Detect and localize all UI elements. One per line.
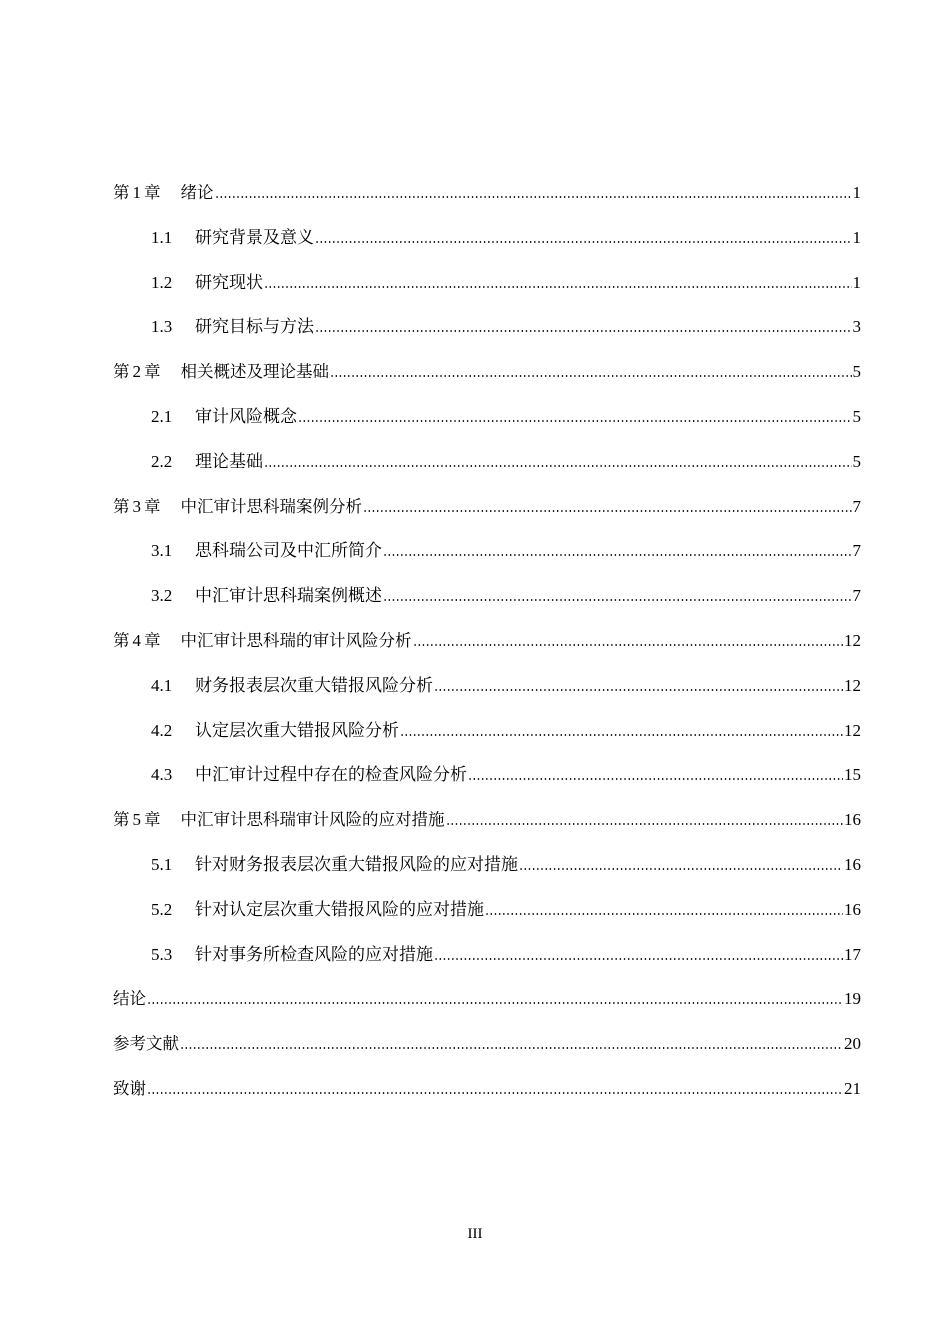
dot-leader <box>413 631 844 648</box>
dot-leader <box>383 586 852 603</box>
toc-page-number: 17 <box>844 944 861 964</box>
toc-chapter-number <box>113 619 161 664</box>
toc-entry-title: 理论基础 <box>195 451 263 471</box>
section-number: 2.1 <box>151 406 173 426</box>
toc-entry-title: 研究现状 <box>195 272 263 292</box>
toc-page-number: 16 <box>844 899 861 919</box>
chapter-suffix: 章 <box>144 496 161 516</box>
toc-entry-title: 财务报表层次重大错报风险分析 <box>195 675 433 695</box>
toc-section-entry[interactable] <box>113 440 861 485</box>
toc-chapter-number <box>113 798 161 843</box>
toc-entry-title: 结论 <box>113 989 146 1009</box>
toc-entry-title: 研究背景及意义 <box>195 227 314 247</box>
toc-page-number: 5 <box>852 451 861 471</box>
table-of-contents <box>113 171 861 1112</box>
section-number: 5.3 <box>151 944 173 964</box>
toc-entry-title: 绪论 <box>180 183 214 202</box>
toc-entry-title: 参考文献 <box>113 1034 179 1054</box>
section-number: 5.1 <box>151 854 173 874</box>
chapter-prefix: 第 <box>113 630 130 650</box>
chapter-number: 4 <box>132 630 141 650</box>
toc-section-entry[interactable] <box>113 709 861 754</box>
chapter-prefix: 第 <box>113 496 130 516</box>
toc-page-number: 12 <box>844 630 861 650</box>
dot-leader <box>485 900 843 917</box>
toc-section-entry[interactable] <box>113 843 861 888</box>
toc-entry-title: 中汇审计思科瑞案例分析 <box>180 496 362 516</box>
chapter-number: 2 <box>132 362 141 382</box>
toc-page-number: 5 <box>852 406 861 426</box>
chapter-suffix: 章 <box>144 183 161 202</box>
toc-entry-title: 思科瑞公司及中汇所简介 <box>195 541 382 561</box>
toc-entry-title: 中汇审计思科瑞的审计风险分析 <box>180 630 412 650</box>
toc-section-entry[interactable] <box>113 753 861 798</box>
section-number: 4.2 <box>151 720 173 740</box>
dot-leader <box>264 452 852 469</box>
toc-page-number: 12 <box>844 720 861 740</box>
dot-leader <box>315 317 852 334</box>
dot-leader <box>446 810 844 827</box>
toc-chapter-entry[interactable] <box>113 977 861 1022</box>
toc-chapter-entry[interactable] <box>113 1022 861 1067</box>
dot-leader <box>147 1079 843 1096</box>
toc-section-entry[interactable] <box>113 888 861 933</box>
toc-entry-title: 针对事务所检查风险的应对措施 <box>195 944 433 964</box>
toc-entry-title: 针对认定层次重大错报风险的应对措施 <box>195 899 484 919</box>
dot-leader <box>147 989 843 1006</box>
toc-page-number: 16 <box>844 810 861 830</box>
toc-chapter-entry[interactable] <box>113 798 861 843</box>
chapter-prefix: 第 <box>113 183 130 202</box>
dot-leader <box>434 676 843 693</box>
dot-leader <box>400 721 843 738</box>
toc-page-number: 16 <box>844 854 861 874</box>
chapter-suffix: 章 <box>144 810 161 830</box>
toc-page-number: 19 <box>844 989 861 1009</box>
toc-page-number: 21 <box>844 1078 861 1098</box>
toc-chapter-entry[interactable] <box>113 619 861 664</box>
chapter-suffix: 章 <box>144 630 161 650</box>
toc-entry-title: 审计风险概念 <box>195 406 297 426</box>
toc-entry-title: 中汇审计思科瑞案例概述 <box>195 586 382 606</box>
toc-chapter-number <box>113 350 161 395</box>
dot-leader <box>315 228 852 245</box>
toc-page-number: 3 <box>852 317 861 337</box>
toc-section-entry[interactable] <box>113 216 861 261</box>
toc-section-entry[interactable] <box>113 933 861 978</box>
dot-leader <box>434 945 843 962</box>
dot-leader <box>519 855 843 872</box>
toc-chapter-entry[interactable] <box>113 1067 861 1112</box>
section-number: 1.2 <box>151 272 173 292</box>
section-number: 4.3 <box>151 765 173 785</box>
dot-leader <box>468 765 843 782</box>
toc-page-number: 5 <box>852 362 861 382</box>
toc-chapter-number <box>113 171 161 216</box>
dot-leader <box>264 273 852 290</box>
toc-section-entry[interactable] <box>113 261 861 306</box>
section-number: 1.1 <box>151 227 173 247</box>
toc-page-number: 12 <box>844 675 861 695</box>
toc-chapter-number <box>113 485 161 530</box>
toc-section-entry[interactable] <box>113 664 861 709</box>
toc-section-entry[interactable] <box>113 529 861 574</box>
dot-leader <box>215 183 852 200</box>
toc-page-number: 7 <box>852 586 861 606</box>
toc-entry-title: 中汇审计思科瑞审计风险的应对措施 <box>180 810 445 830</box>
toc-chapter-entry[interactable] <box>113 485 861 530</box>
chapter-suffix: 章 <box>144 362 161 382</box>
section-number: 3.1 <box>151 541 173 561</box>
dot-leader <box>330 362 852 379</box>
section-number: 3.2 <box>151 586 173 606</box>
section-number: 5.2 <box>151 899 173 919</box>
dot-leader <box>383 541 852 558</box>
toc-page-number: 1 <box>852 272 861 292</box>
toc-section-entry[interactable] <box>113 574 861 619</box>
toc-chapter-entry[interactable] <box>113 350 861 395</box>
toc-page-number: 1 <box>852 183 861 202</box>
toc-entry-title: 研究目标与方法 <box>195 317 314 337</box>
chapter-prefix: 第 <box>113 810 130 830</box>
dot-leader <box>363 497 852 514</box>
toc-section-entry[interactable] <box>113 305 861 350</box>
toc-page-number: 1 <box>852 227 861 247</box>
toc-page-number: 7 <box>852 541 861 561</box>
toc-entry-title: 中汇审计过程中存在的检查风险分析 <box>195 765 467 785</box>
section-number: 1.3 <box>151 317 173 337</box>
toc-page-number: 15 <box>844 765 861 785</box>
section-number: 4.1 <box>151 675 173 695</box>
page-number-footer: III <box>467 1226 483 1242</box>
toc-section-entry[interactable] <box>113 395 861 440</box>
toc-entry-title: 认定层次重大错报风险分析 <box>195 720 399 740</box>
chapter-prefix: 第 <box>113 362 130 382</box>
toc-chapter-entry[interactable] <box>113 171 861 216</box>
chapter-number: 1 <box>132 183 141 202</box>
chapter-number: 5 <box>132 810 141 830</box>
section-number: 2.2 <box>151 451 173 471</box>
toc-entry-title: 针对财务报表层次重大错报风险的应对措施 <box>195 854 518 874</box>
dot-leader <box>180 1034 843 1051</box>
chapter-number: 3 <box>132 496 141 516</box>
dot-leader <box>298 407 852 424</box>
toc-page-number: 20 <box>844 1034 861 1054</box>
toc-entry-title: 致谢 <box>113 1078 146 1098</box>
toc-entry-title: 相关概述及理论基础 <box>180 362 329 382</box>
toc-page-number: 7 <box>852 496 861 516</box>
